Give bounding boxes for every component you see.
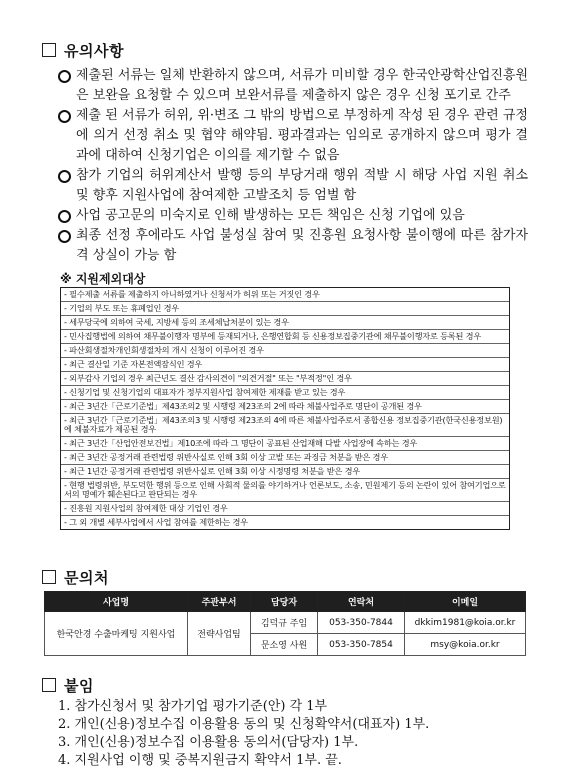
manager-cell: 김덕규 주임: [251, 612, 318, 634]
attachment-item: 4. 지원사업 이행 및 중복지원금지 확약서 1부. 끝.: [58, 753, 342, 768]
exclusion-item: - 최근 3년간「산업안전보건법」제10조에 따라 그 명단이 공표된 산업재해 다발 사업장에 속하는 경우: [61, 437, 509, 451]
department-cell: 전략사업팀: [188, 612, 251, 656]
circle-bullet-icon: [58, 170, 71, 183]
exclusion-item: - 세무당국에 의하여 국세, 지방세 등의 조세체납처분이 있는 경우: [61, 316, 509, 330]
table-row: [45, 612, 526, 634]
attachments-heading: [42, 675, 94, 696]
notice-item: [58, 226, 528, 266]
exclusion-title: ※ 지원제외대상: [60, 272, 146, 286]
exclusion-item: - 최근 결산일 기준 자본전액잠식인 경우: [61, 358, 509, 372]
manager-cell: 문소영 사원: [251, 634, 318, 656]
contact-header-row: [45, 592, 526, 612]
exclusion-item: - 최근 3년간「근로기준법」제43조의2 및 시행령 제23조의 2에 따라 체불사업주로 명단이 공개된 경우: [61, 400, 509, 414]
square-icon: [42, 678, 56, 692]
program-cell: 한국안경 수출마케팅 지원사업: [45, 612, 188, 656]
circle-bullet-icon: [58, 70, 71, 83]
notice-item-text: 제출된 서류는 일체 반환하지 않으며, 서류가 미비할 경우 한국안광학산업진흥원은 보완을 요청할 수 있으며 보완서류를 제출하지 않은 경우 신청 포기로 간주: [76, 68, 528, 103]
attachment-item: 3. 개인(신용)정보수집 이용활용 동의서(담당자) 1부.: [58, 735, 359, 750]
square-icon: [42, 570, 56, 584]
exclusion-item: - 최근 3년간「근로기준법」제43조의3 및 시행령 제23조의 4에 따른 체불사업주로서 종합신용 정보집중기관(한국신용정보원)에 체불자료가 제공된 경우: [61, 414, 509, 437]
exclusion-item: - 파산회생절차개인회생절차의 개시 신청이 이루어진 경우: [61, 344, 509, 358]
exclusion-item: - 진흥원 지원사업의 참여제한 대상 기업인 경우: [61, 502, 509, 516]
exclusion-item: - 최근 3년간 공정거래 관련법령 위반사실로 인해 3회 이상 고발 또는 과징금 처분을 받은 경우: [61, 451, 509, 465]
exclusion-item: - 현행 법령위반, 부도덕한 행위 등으로 인해 사회적 물의를 야기하거나 언론보도, 소송, 민원제기 등의 논란이 있어 참여기업으로서의 명예가 훼손된다고 판단되는 경우: [61, 479, 509, 502]
phone-cell: 053-350-7854: [318, 634, 405, 656]
notice-item-text: 최종 선정 후에라도 사업 불성실 참여 및 진흥원 요청사항 불이행에 따른 참가자격 상실이 가능 함: [76, 228, 528, 263]
notice-item: [58, 66, 528, 106]
exclusion-box: [60, 287, 510, 530]
exclusion-item: - 그 외 개별 세부사업에서 사업 참여를 제한하는 경우: [64, 517, 248, 527]
notice-item-text: 참가 기업의 허위계산서 발행 등의 부당거래 행위 적발 시 해당 사업 지원 취소 및 향후 지원사업에 참여제한 고발조치 등 엄벌 함: [76, 168, 528, 203]
exclusion-item: - 최근 1년간 공정거래 관련법령 위반사실로 인해 3회 이상 시정명령 처분을 받은 경우: [61, 465, 509, 479]
exclusion-item: - 필수제출 서류를 제출하지 아니하였거나 신청서가 허위 또는 거짓인 경우: [61, 288, 509, 302]
notice-item: [58, 106, 528, 166]
exclusion-item: - 민사집행법에 의하여 채무불이행자 명부에 등재되거나, 은행연합회 등 신용정보집중기관에 채무불이행자로 등록된 경우: [61, 330, 509, 344]
notice-list: [58, 66, 528, 266]
attachments-list: [58, 698, 429, 770]
attachment-item: 2. 개인(신용)정보수집 이용활용 동의 및 신청확약서(대표자) 1부.: [58, 717, 430, 732]
circle-bullet-icon: [58, 210, 71, 223]
notice-heading: [42, 40, 124, 61]
circle-bullet-icon: [58, 230, 71, 243]
square-icon: [42, 43, 56, 57]
email-cell[interactable]: msy@koia.or.kr: [405, 634, 526, 656]
exclusion-item: - 신청기업 및 신청기업의 대표자가 정부지원사업 참여제한 제재를 받고 있는 경우: [61, 386, 509, 400]
header-email: 이메일: [405, 592, 526, 612]
contact-table: [44, 591, 526, 656]
circle-bullet-icon: [58, 110, 71, 123]
notice-title: 유의사항: [64, 42, 124, 60]
contact-heading: [42, 567, 109, 588]
header-department: 주관부서: [188, 592, 251, 612]
notice-item: [58, 206, 528, 226]
exclusion-item: - 기업의 부도 또는 휴폐업인 경우: [61, 302, 509, 316]
header-program: 사업명: [45, 592, 188, 612]
email-cell[interactable]: dkkim1981@koia.or.kr: [405, 612, 526, 634]
phone-cell: 053-350-7844: [318, 612, 405, 634]
attachment-item: 1. 참가신청서 및 참가기업 평가기준(안) 각 1부: [58, 699, 328, 714]
header-manager: 담당자: [251, 592, 318, 612]
contact-title: 문의처: [64, 569, 109, 587]
notice-item-text: 제출 된 서류가 허위, 위·변조 그 밖의 방법으로 부정하게 작성 된 경우 관련 규정에 의거 선정 취소 및 협약 해약됨. 평과결과는 임의로 공개하지 않으며 평가 결과에 대하여 신청기업은 이의를 제기할 수 없음: [76, 108, 528, 163]
notice-item-text: 사업 공고문의 미숙지로 인해 발생하는 모든 책임은 신청 기업에 있음: [76, 208, 465, 223]
exclusion-item: - 외부감사 기업의 경우 최근년도 결산 감사의견이 "의견거절" 또는 "부적정"인 경우: [61, 372, 509, 386]
attachments-title: 붙임: [64, 677, 94, 695]
notice-item: [58, 166, 528, 206]
header-phone: 연락처: [318, 592, 405, 612]
